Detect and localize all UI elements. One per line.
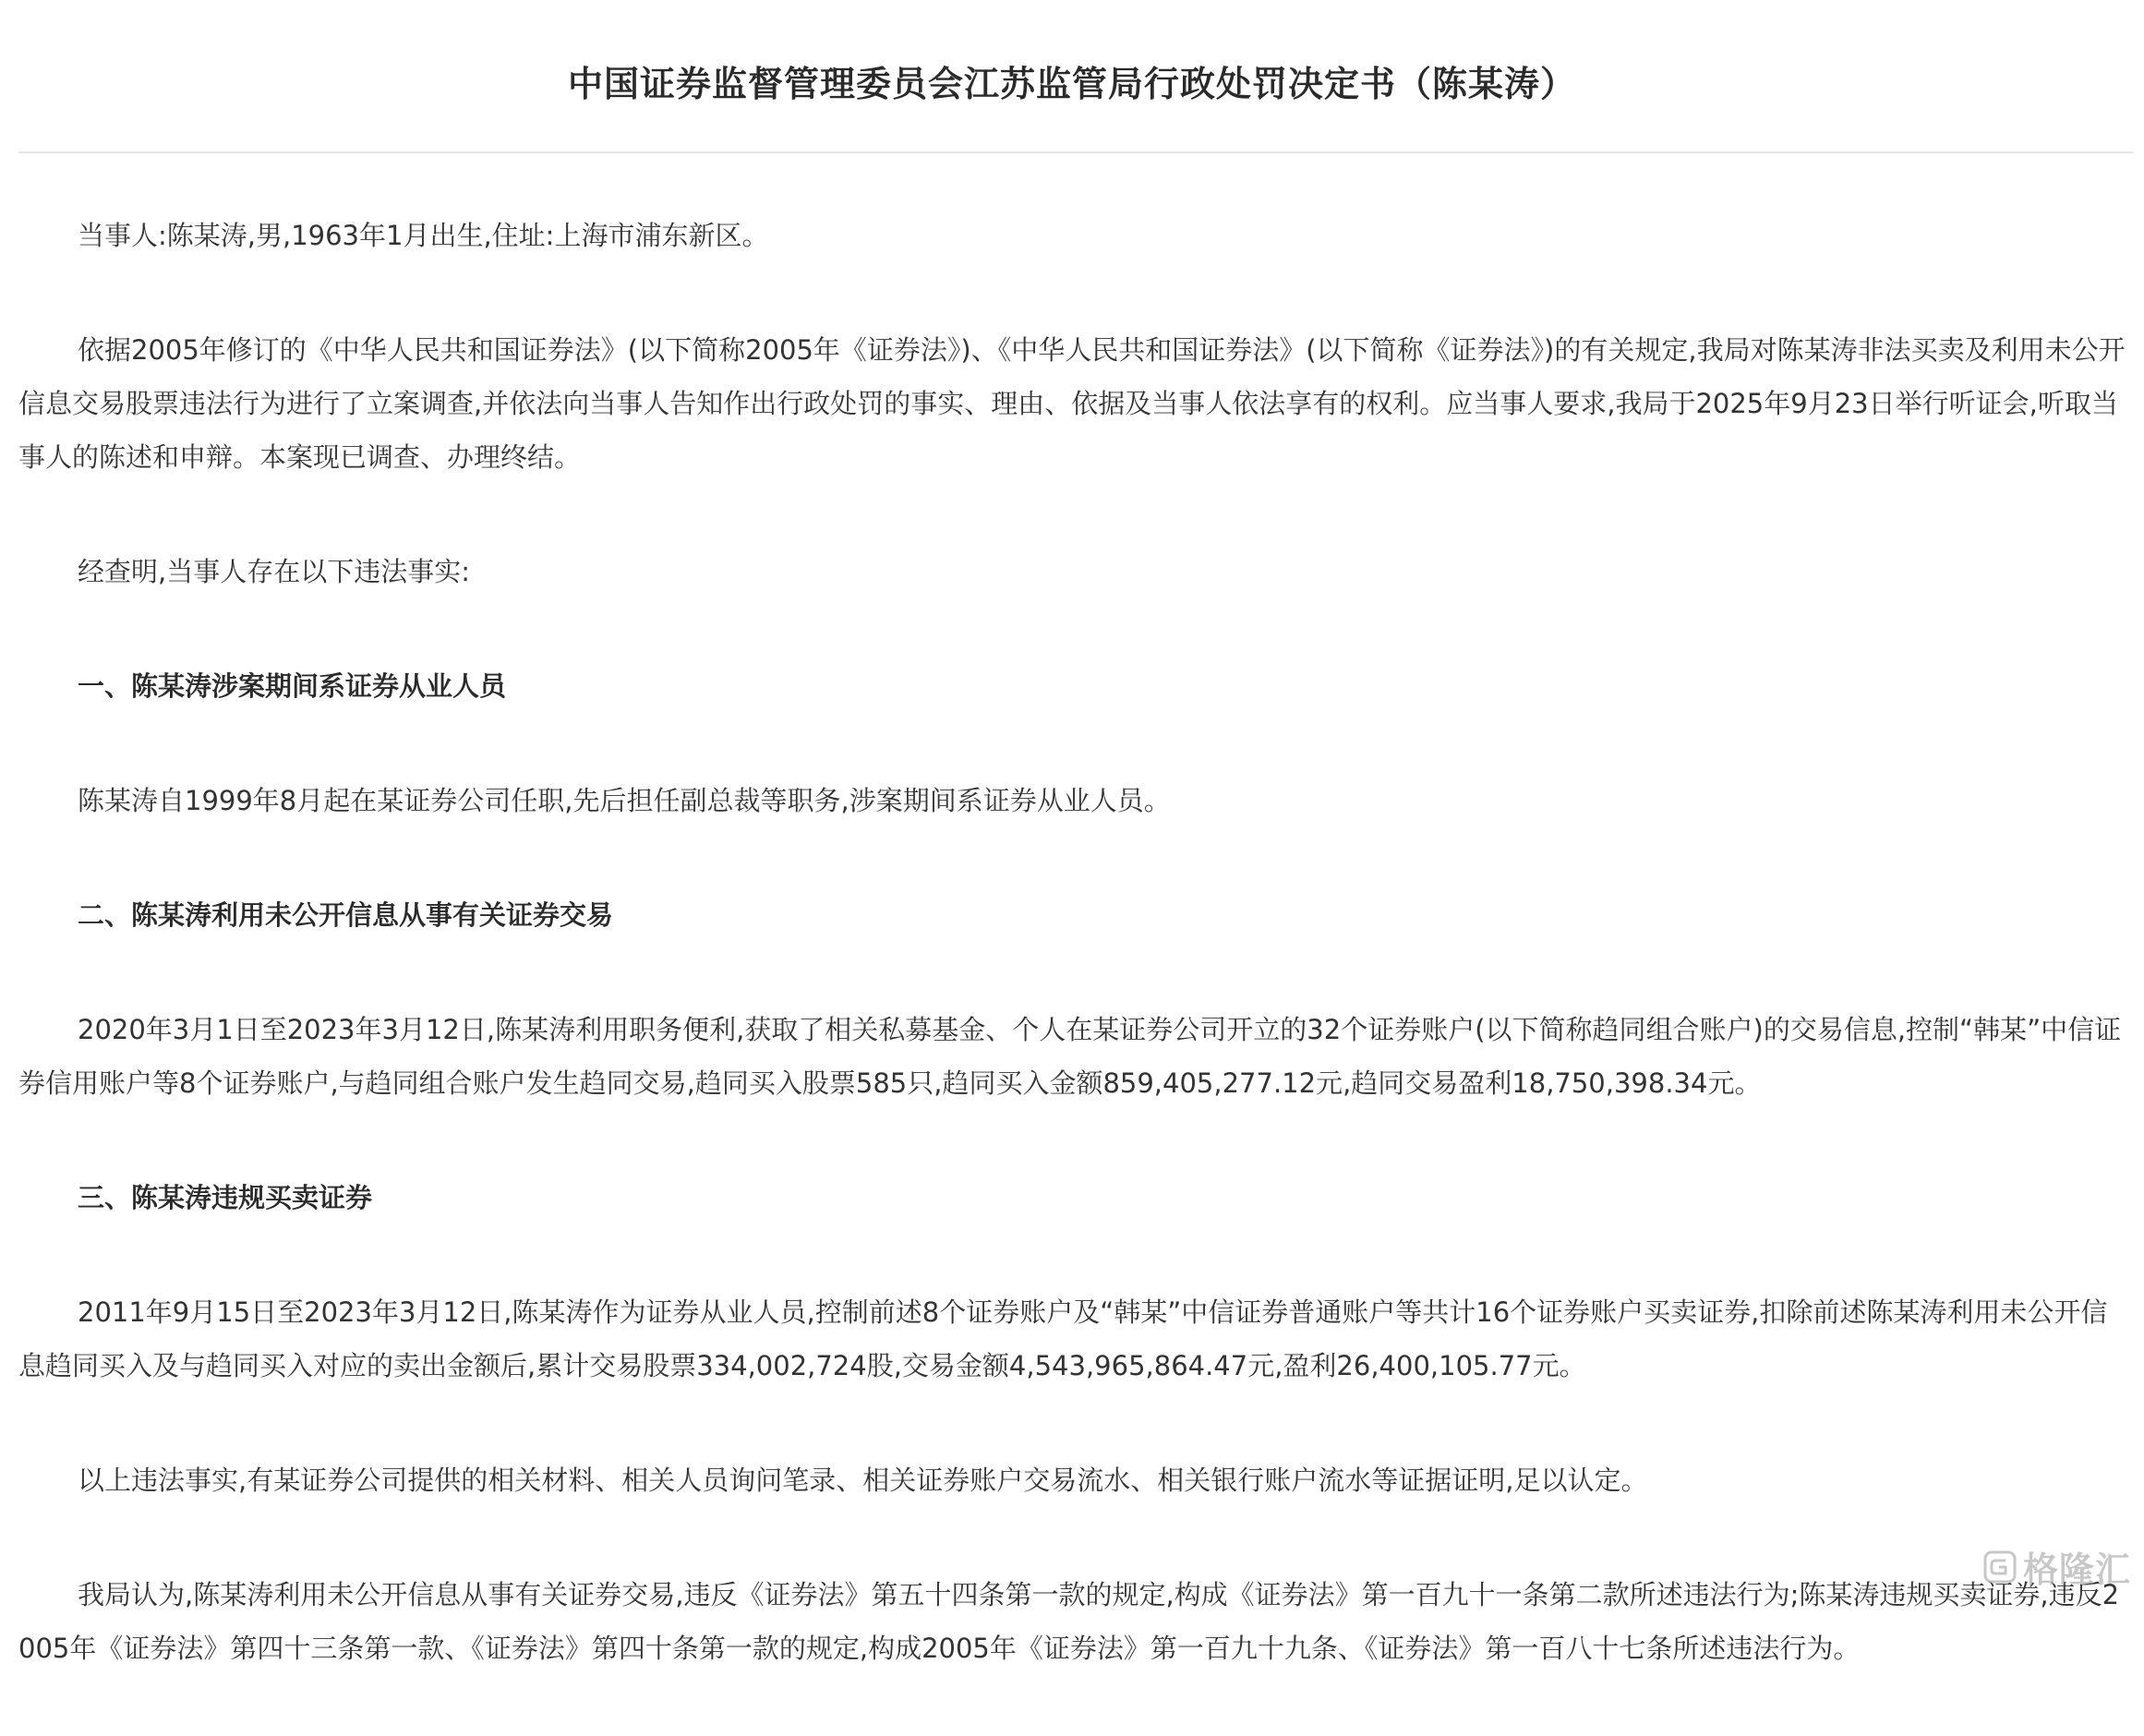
- section-heading-2: 二、陈某涛利用未公开信息从事有关证券交易: [78, 899, 614, 931]
- document-body: [18, 209, 2129, 1736]
- watermark: [1982, 1541, 2131, 1592]
- illegal-trading-paragraph: 2011年9月15日至2023年3月12日,陈某涛作为证券从业人员,控制前述8个证券账户及“韩某”中信证券普通账户等共计16个证券账户买卖证券,扣除前述陈某涛利用未公开信息趋同买入及与趋同买入对应的卖出金额后,累计交易股票334,002,724股,交易金额4,543,965,864.47元,盈利26,400,105.77元。: [18, 1296, 2108, 1381]
- ruling-paragraph: 我局认为,陈某涛利用未公开信息从事有关证券交易,违反《证券法》第五十四条第一款的规定,构成《证券法》第一百九十一条第二款所述违法行为;陈某涛违规买卖证券,违反2005年《证券法》第四十三条第一款、《证券法》第四十条第一款的规定,构成2005年《证券法》第一百九十九条、《证券法》第一百八十七条所述违法行为。: [18, 1579, 2120, 1664]
- watermark-text: 格隆汇: [2022, 1549, 2131, 1590]
- legal-basis-paragraph: 依据2005年修订的《中华人民共和国证券法》(以下简称2005年《证券法》)、《中华人民共和国证券法》(以下简称《证券法》)的有关规定,我局对陈某涛非法买卖及利用未公开信息交易股票违法行为进行了立案调查,并依法向当事人告知作出行政处罚的事实、理由、依据及当事人依法享有的权利。应当事人要求,我局于2025年9月23日举行听证会,听取当事人的陈述和申辩。本案现已调查、办理终结。: [18, 334, 2126, 473]
- findings-intro-paragraph: 经查明,当事人存在以下违法事实:: [78, 556, 470, 587]
- title-divider: [18, 151, 2133, 153]
- evidence-paragraph: 以上违法事实,有某证券公司提供的相关材料、相关人员询问笔录、相关证券账户交易流水、相关银行账户流水等证据证明,足以认定。: [78, 1465, 1648, 1496]
- page-title: 中国证券监督管理委员会江苏监管局行政处罚决定书（陈某涛）: [567, 63, 1576, 105]
- section-heading-1: 一、陈某涛涉案期间系证券从业人员: [78, 670, 507, 702]
- gelonghui-logo-icon: [1982, 1549, 2018, 1585]
- insider-trading-paragraph: 2020年3月1日至2023年3月12日,陈某涛利用职务便利,获取了相关私募基金、个人在某证券公司开立的32个证券账户(以下简称趋同组合账户)的交易信息,控制“韩某”中信证券信用账户等8个证券账户,与趋同组合账户发生趋同交易,趋同买入股票585只,趋同买入金额859,405,277.12元,趋同交易盈利18,750,398.34元。: [18, 1014, 2122, 1099]
- party-info-paragraph: 当事人:陈某涛,男,1963年1月出生,住址:上海市浦东新区。: [78, 220, 769, 251]
- section-heading-3: 三、陈某涛违规买卖证券: [78, 1182, 373, 1213]
- employment-paragraph: 陈某涛自1999年8月起在某证券公司任职,先后担任副总裁等职务,涉案期间系证券从业人员。: [78, 785, 1171, 816]
